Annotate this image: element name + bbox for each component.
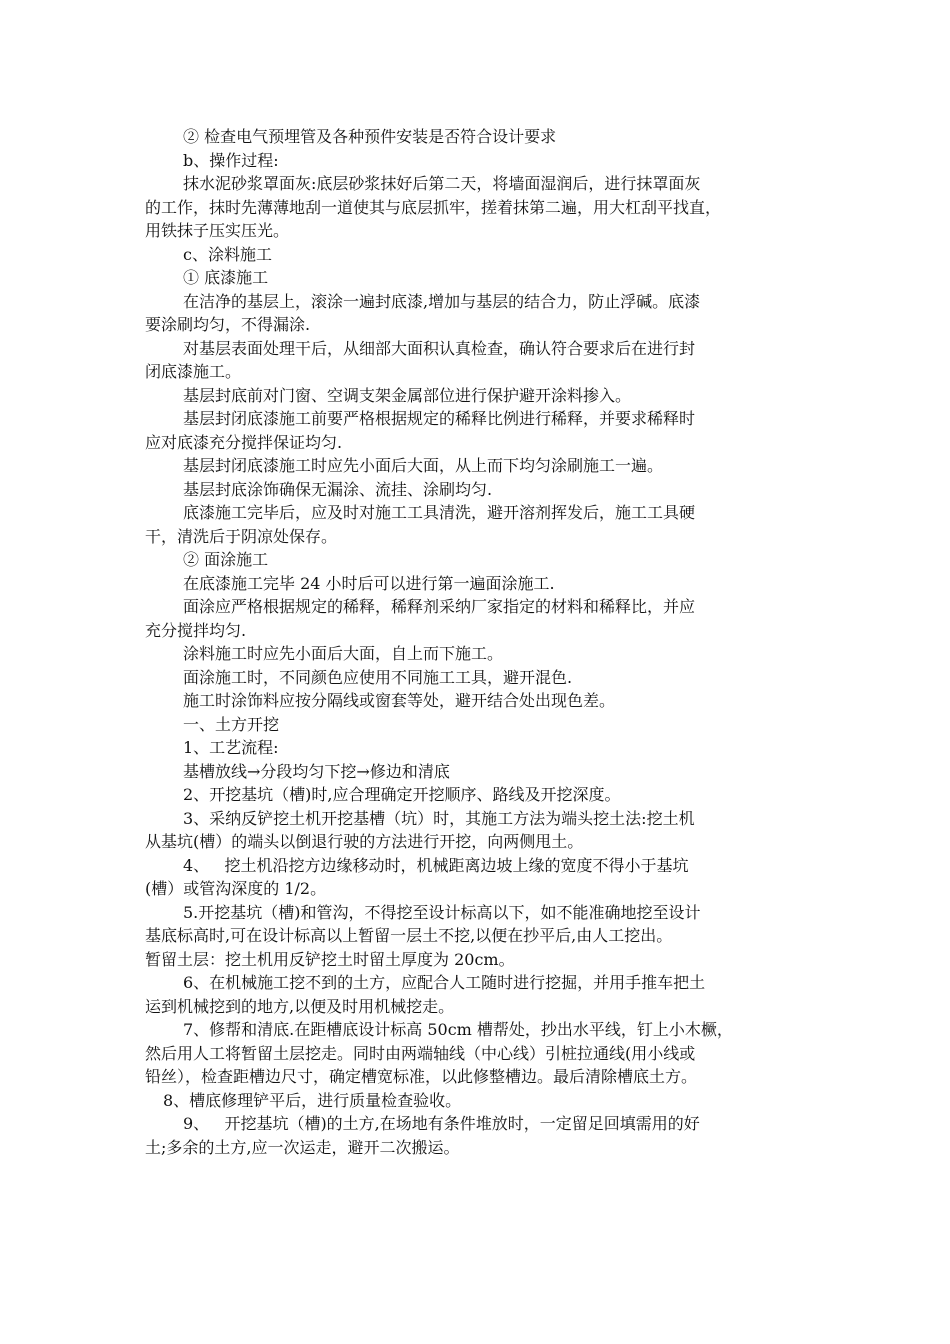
text-line: 暂留土层：挖土机用反铲挖土时留土厚度为 20cm。 bbox=[145, 949, 515, 969]
text-line: 充分搅拌均匀. bbox=[145, 620, 247, 640]
text-line: 面涂应严格根据规定的稀释，稀释剂采纳厂家指定的材料和稀释比，并应 bbox=[183, 597, 696, 616]
subsection-heading: ② 面涂施工 bbox=[183, 550, 269, 569]
text-line: 土;多余的土方,应一次运走，避开二次搬运。 bbox=[145, 1137, 460, 1157]
text-line: 在底漆施工完毕 24 小时后可以进行第一遍面涂施工. bbox=[183, 573, 555, 593]
text-line: 基层封闭底漆施工时应先小面后大面，从上而下均匀涂刷施工一遍。 bbox=[183, 456, 664, 475]
text-line: 涂料施工时应先小面后大面，自上而下施工。 bbox=[183, 644, 504, 663]
subsection-heading: ① 底漆施工 bbox=[183, 268, 269, 287]
text-line: 基层封闭底漆施工前要严格根据规定的稀释比例进行稀释，并要求稀释时 bbox=[183, 409, 696, 428]
text-line: (槽）或管沟深度的 1/2。 bbox=[145, 879, 327, 898]
text-line: 3、采纳反铲挖土机开挖基槽（坑）时，其施工方法为端头挖土法:挖土机 bbox=[183, 808, 695, 828]
text-line: 2、开挖基坑（槽)时,应合理确定开挖顺序、路线及开挖深度。 bbox=[183, 785, 621, 804]
text-line: 底漆施工完毕后，应及时对施工工具清洗，避开溶剂挥发后，施工工具硬 bbox=[183, 503, 696, 522]
text-line: 8、槽底修理铲平后，进行质量检查验收。 bbox=[163, 1090, 462, 1110]
document-body bbox=[145, 125, 815, 1159]
text-line: 4、 挖土机沿挖方边缘移动时，机械距离边坡上缘的宽度不得小于基坑 bbox=[183, 855, 689, 875]
text-line: 从基坑(槽）的端头以倒退行驶的方法进行开挖，向两侧甩土。 bbox=[145, 832, 584, 851]
text-line: 对基层表面处理干后，从细部大面积认真检查，确认符合要求后在进行封 bbox=[183, 338, 696, 358]
text-line: 铅丝），检查距槽边尺寸，确定槽宽标准，以此修整槽边。最后清除槽底土方。 bbox=[145, 1067, 698, 1086]
text-line: 5.开挖基坑（槽)和管沟，不得挖至设计标高以下，如不能准确地挖至设计 bbox=[183, 902, 701, 922]
text-line: ② 检查电气预埋管及各种预件安装是否符合设计要求 bbox=[183, 127, 557, 146]
text-line: 基层封底前对门窗、空调支架金属部位进行保护避开涂料掺入。 bbox=[183, 385, 632, 405]
section-heading: 一、土方开挖 bbox=[183, 714, 280, 734]
subsection-heading: 1、工艺流程: bbox=[183, 738, 279, 757]
text-line: 用铁抹子压实压光。 bbox=[145, 221, 290, 240]
text-line: b、操作过程: bbox=[183, 150, 279, 170]
section-heading: c、涂料施工 bbox=[183, 244, 272, 264]
text-line: 基层封底涂饰确保无漏涂、流挂、涂刷均匀. bbox=[183, 479, 493, 499]
text-line: 的工作，抹时先薄薄地刮一道使其与底层抓牢，搓着抹第二遍，用大杠刮平找直， bbox=[145, 197, 722, 217]
text-line: 施工时涂饰料应按分隔线或窗套等处，避开结合处出现色差。 bbox=[183, 691, 616, 710]
text-line: 要涂刷均匀，不得漏涂. bbox=[145, 315, 311, 334]
text-line: 应对底漆充分搅拌保证均匀. bbox=[145, 432, 343, 452]
text-line: 然后用人工将暂留土层挖走。同时由两端轴线（中心线）引桩拉通线(用小线或 bbox=[145, 1043, 696, 1063]
text-line: 运到机械挖到的地方,以便及时用机械挖走。 bbox=[145, 996, 455, 1016]
text-line: 7、修帮和清底.在距槽底设计标高 50cm 槽帮处，抄出水平线，钉上小木橛， bbox=[183, 1020, 733, 1039]
text-line: 面涂施工时，不同颜色应使用不同施工工具，避开混色. bbox=[183, 667, 573, 687]
text-line: 基槽放线→分段均匀下挖→修边和清底 bbox=[183, 761, 450, 781]
text-line: 干，清洗后于阴凉处保存。 bbox=[145, 526, 338, 546]
text-line: 基底标高时,可在设计标高以上暂留一层土不挖,以便在抄平后,由人工挖出。 bbox=[145, 926, 673, 945]
text-line: 闭底漆施工。 bbox=[145, 362, 242, 381]
text-line: 6、在机械施工挖不到的土方，应配合人工随时进行挖掘，并用手推车把土 bbox=[183, 973, 706, 992]
text-line: 在洁净的基层上，滚涂一遍封底漆,增加与基层的结合力，防止浮碱。底漆 bbox=[183, 291, 701, 311]
text-line: 9、 开挖基坑（槽)的土方,在场地有条件堆放时，一定留足回填需用的好 bbox=[183, 1114, 700, 1133]
text-line: 抹水泥砂浆罩面灰:底层砂浆抹好后第二天，将墙面湿润后，进行抹罩面灰 bbox=[183, 174, 701, 193]
